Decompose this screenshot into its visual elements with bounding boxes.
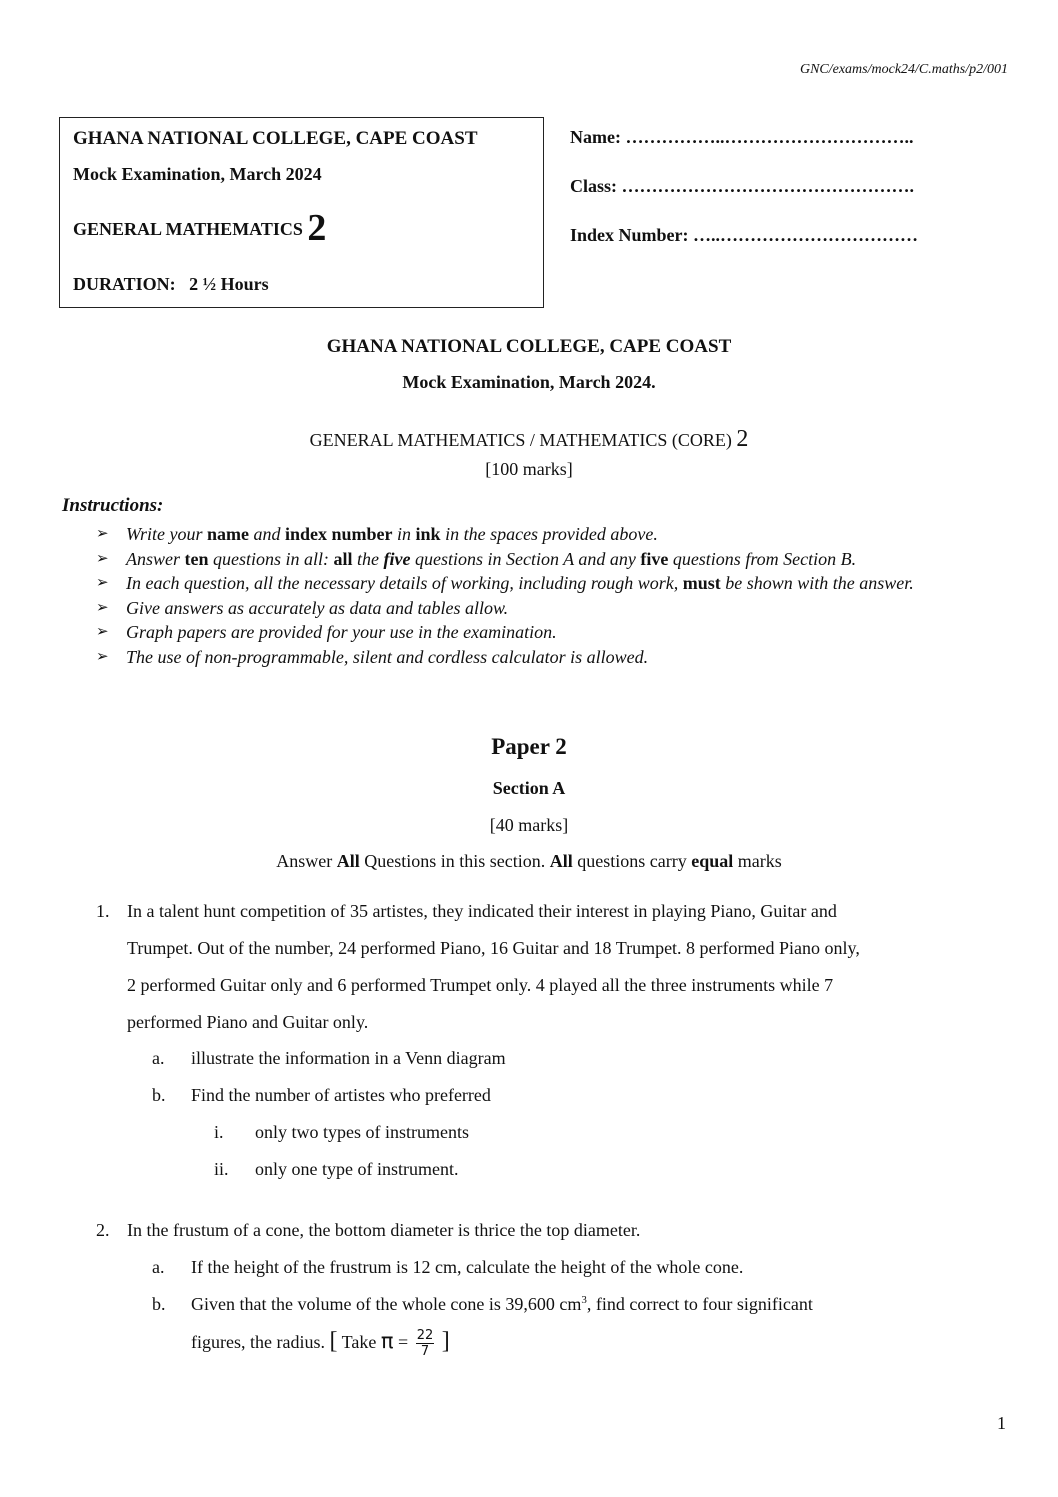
page-number: 1 — [997, 1413, 1006, 1433]
q1bii-text: only one type of instrument. — [255, 1159, 459, 1179]
title-subject — [0, 426, 1058, 453]
note-text: Questions in this section. — [359, 851, 550, 871]
instr-text: in — [392, 524, 416, 544]
section-marks: [40 marks] — [489, 815, 569, 835]
instr-bold: ten — [184, 548, 209, 569]
instr-text: The use of non-programmable, silent and cordless calculator is allowed. — [126, 646, 649, 667]
q2b-text — [191, 1294, 813, 1315]
box-exam: Mock Examination, March 2024 — [73, 164, 322, 184]
arrow-bullet-icon: ➢ — [96, 575, 109, 592]
q1bii-label: ii. — [214, 1159, 229, 1179]
equals-sign: = — [398, 1332, 409, 1352]
q1bi-text: only two types of instruments — [255, 1122, 469, 1142]
duration-value: 2 ½ Hours — [189, 274, 269, 294]
q2-number: 2. — [96, 1220, 110, 1240]
instruction-item — [96, 596, 1016, 621]
reference-code: GNC/exams/mock24/C.maths/p2/001 — [799, 62, 1008, 77]
section-note — [0, 851, 1058, 872]
box-school: GHANA NATIONAL COLLEGE, CAPE COAST — [73, 128, 478, 149]
pi-fraction — [416, 1328, 435, 1359]
arrow-bullet-icon: ➢ — [96, 526, 109, 542]
instr-bold: all — [333, 548, 353, 569]
exam-info-box — [59, 117, 544, 308]
instr-bold: name — [207, 524, 249, 544]
title-school: GHANA NATIONAL COLLEGE, CAPE COAST — [326, 336, 732, 357]
paper-heading: Paper 2 — [491, 734, 567, 759]
arrow-bullet-icon: ➢ — [96, 599, 109, 616]
instruction-item — [96, 571, 1016, 596]
q2b-label: b. — [152, 1294, 166, 1314]
take-text: Take — [341, 1332, 377, 1352]
fraction-numerator: 22 — [416, 1328, 434, 1344]
instr-text: Write your — [126, 524, 207, 544]
section-heading: Section A — [492, 778, 566, 798]
q1-line: 2 performed Guitar only and 6 performed Trumpet only. 4 played all the three instruments while 7 — [127, 975, 834, 995]
instr-text: the — [352, 548, 384, 569]
q2b-text-part: figures, the radius. — [191, 1332, 325, 1352]
instr-text: be shown with the answer. — [720, 573, 914, 594]
box-subject-text: GENERAL MATHEMATICS — [73, 219, 303, 239]
instr-text: questions in all: — [208, 548, 334, 569]
pi-symbol: π — [380, 1329, 394, 1353]
class-field[interactable]: Class: …………………………………………. — [570, 176, 915, 196]
instr-text: and — [249, 524, 285, 544]
q1a-label: a. — [152, 1048, 165, 1068]
fraction-denominator: 7 — [420, 1344, 430, 1360]
arrow-bullet-icon: ➢ — [96, 550, 109, 567]
box-paper-number: 2 — [307, 207, 327, 249]
title-subject-text: GENERAL MATHEMATICS / MATHEMATICS (CORE) — [309, 430, 732, 450]
instr-bold: five — [383, 548, 411, 569]
q1-number: 1. — [96, 901, 110, 921]
open-bracket: [ — [329, 1328, 338, 1354]
arrow-bullet-icon: ➢ — [96, 648, 109, 665]
q1-stem — [127, 893, 1017, 1041]
index-number-field[interactable]: Index Number: …..…………………………… — [570, 225, 919, 245]
instr-text: questions from Section B. — [668, 548, 857, 569]
q2-stem: In the frustum of a cone, the bottom diameter is thrice the top diameter. — [127, 1220, 641, 1240]
name-field[interactable]: Name: ……………..………………………….. — [570, 127, 914, 147]
title-paper-number: 2 — [736, 426, 749, 452]
instr-text: in the spaces provided above. — [440, 524, 658, 544]
instr-bold: index number — [285, 524, 393, 544]
instructions-list — [96, 522, 1016, 670]
q2b-superscript: 3 — [581, 1294, 587, 1306]
instruction-item — [96, 620, 1016, 645]
instruction-item — [96, 522, 1016, 547]
q1b-text: Find the number of artistes who preferred — [191, 1085, 491, 1105]
box-duration — [73, 274, 269, 295]
note-text: questions carry — [572, 851, 692, 871]
instr-text: In each question, all the necessary details of working, including rough work, — [126, 573, 683, 594]
instr-bold: five — [640, 548, 669, 569]
q2b-line2 — [191, 1328, 450, 1359]
instruction-item — [96, 645, 1016, 670]
note-text: marks — [733, 851, 782, 871]
box-subject — [73, 206, 326, 250]
note-bold: All — [336, 851, 360, 871]
q1-line: performed Piano and Guitar only. — [127, 1012, 369, 1032]
q1a-text: illustrate the information in a Venn diagram — [191, 1048, 506, 1068]
instr-bold: ink — [415, 524, 441, 544]
q2b-text-part: , find correct to four significant — [586, 1294, 813, 1314]
arrow-bullet-icon: ➢ — [96, 624, 109, 641]
instr-text: Answer — [126, 548, 185, 569]
duration-label: DURATION: — [73, 274, 176, 294]
instr-text: Give answers as accurately as data and tables allow. — [126, 597, 509, 618]
instruction-item — [96, 547, 1016, 572]
title-exam: Mock Examination, March 2024. — [402, 372, 656, 392]
instr-text: questions in Section A and any — [410, 548, 641, 569]
q1bi-label: i. — [214, 1122, 224, 1142]
q1b-label: b. — [152, 1085, 166, 1105]
q2a-text: If the height of the frustrum is 12 cm, calculate the height of the whole cone. — [191, 1257, 744, 1277]
note-text: Answer — [276, 851, 337, 871]
note-bold: All — [549, 851, 573, 871]
instr-text: Graph papers are provided for your use in the examination. — [126, 622, 557, 643]
q1-line: Trumpet. Out of the number, 24 performed Piano, 16 Guitar and 18 Trumpet. 8 performed Piano only, — [127, 938, 860, 958]
title-marks: [100 marks] — [485, 459, 573, 479]
instr-bold: must — [682, 573, 721, 594]
q2a-label: a. — [152, 1257, 165, 1277]
q1-line: In a talent hunt competition of 35 artistes, they indicated their interest in playing Piano, Guitar and — [127, 901, 837, 921]
q2b-text-part: Given that the volume of the whole cone is 39,600 cm — [191, 1294, 582, 1314]
note-bold: equal — [691, 851, 734, 871]
instructions-heading: Instructions: — [62, 495, 164, 516]
close-bracket: ] — [441, 1328, 450, 1354]
